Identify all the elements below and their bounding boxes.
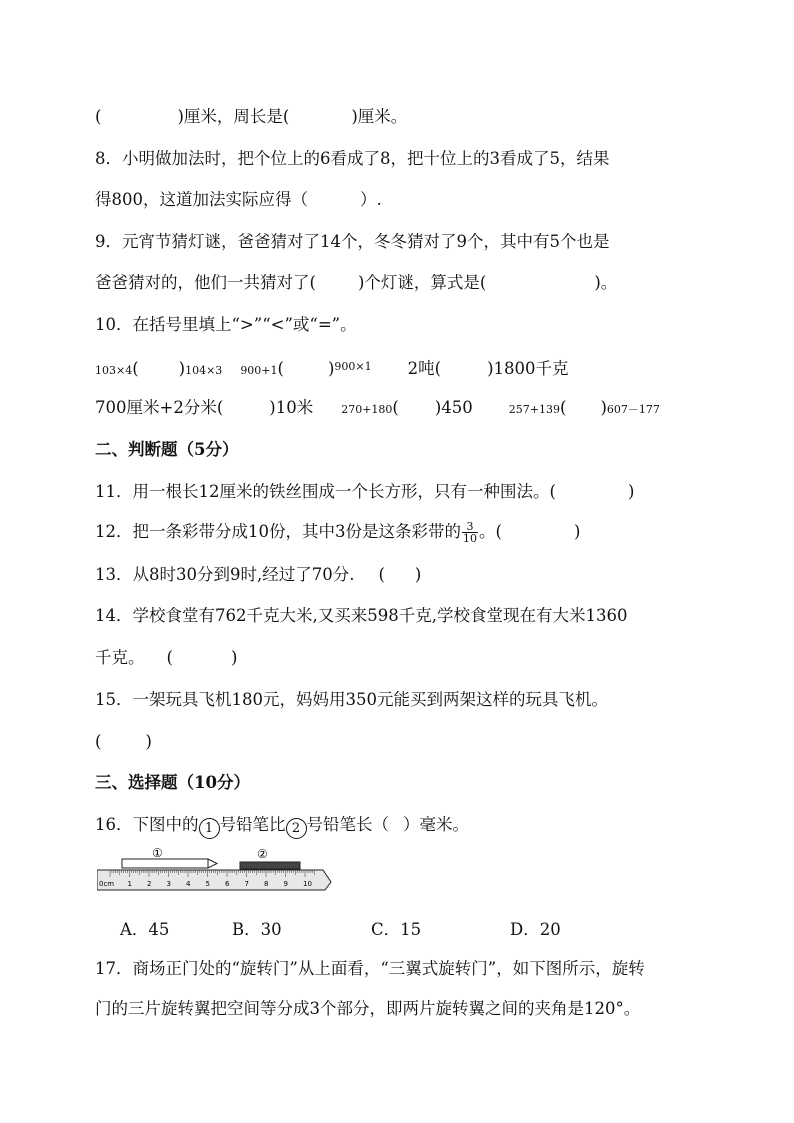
circled-number-2: 2 [286,818,307,839]
ruler-number: 5 [205,880,210,888]
ruler-number: 3 [166,880,171,888]
question-8-line2: 得800，这道加法实际应得（ ）. [95,190,382,209]
option-c: C．15 [371,920,422,939]
circled-number-1: 1 [199,818,220,839]
question-17-line1: 17．商场正门处的“旋转门”从上面看，“三翼式旋转门”，如下图所示，旋转 [95,959,645,978]
section-3-heading: 三、选择题（10分） [95,773,250,792]
ruler-number: 8 [264,880,269,888]
question-14-line2: 千克。 ( ) [95,648,238,667]
ruler-unit-label: 0cm [99,880,115,888]
pencil-1 [122,859,208,868]
question-9-line2: 爸爸猜对的，他们一共猜对了( )个灯谜，算式是( )。 [95,273,618,292]
question-10: 10．在括号里填上“>”“<”或“=”。 [95,315,357,334]
pencil-2-label: ② [257,847,268,861]
option-a: A．45 [120,920,170,939]
question-15-line1: 15．一架玩具飞机180元，妈妈用350元能买到两架这样的玩具飞机。 [95,690,608,709]
ruler-number: 4 [186,880,191,888]
ruler-number: 1 [127,880,132,888]
option-b: B．30 [232,920,282,939]
ruler-number: 10 [303,880,312,888]
pencil-1-label: ① [152,846,163,860]
ruler-number: 7 [244,880,249,888]
ruler-number: 9 [283,880,288,888]
question-12: 12．把一条彩带分成10份，其中3份是这条彩带的 $\frac{3}{10}$ 。( ) [95,520,581,545]
ruler-body [97,870,331,890]
question-10-row1: 103×4( )104×3 900+1( )$^{900\times 1}$ 2吨( )1800千克 [95,359,569,378]
fraction: $\frac{3}{10}$ [463,520,477,545]
question-11: 11．用一根长12厘米的铁丝围成一个长方形，只有一种围法。( ) [95,482,635,501]
question-15-line2: ( ) [95,732,152,751]
section-2-heading: 二、判断题（5分） [95,440,239,459]
question-16: 16．下图中的 1 号铅笔比 2 号铅笔长（ ）毫米。 [95,814,469,839]
question-13: 13．从8时30分到9时,经过了70分. ( ) [95,565,422,584]
pencil-1-tip [208,859,217,868]
q7-continuation: ( )厘米，周长是( )厘米。 [95,107,408,126]
question-8-line1: 8．小明做加法时，把个位上的6看成了8，把十位上的3看成了5，结果 [95,149,610,168]
ruler-number: 6 [225,880,230,888]
ruler-figure [97,846,337,894]
question-17-line2: 门的三片旋转翼把空间等分成3个部分，即两片旋转翼之间的夹角是120°。 [95,999,641,1018]
ruler-number: 2 [147,880,152,888]
option-d: D．20 [510,920,561,939]
question-10-row2: 700厘米+2分米( )10米 270+180( )450 257+139( )607－177 [95,398,660,417]
pencil-2 [240,862,300,869]
question-9-line1: 9．元宵节猜灯谜，爸爸猜对了14个，冬冬猜对了9个，其中有5个也是 [95,232,610,251]
question-14-line1: 14．学校食堂有762千克大米,又买来598千克,学校食堂现在有大米1360 [95,606,628,625]
